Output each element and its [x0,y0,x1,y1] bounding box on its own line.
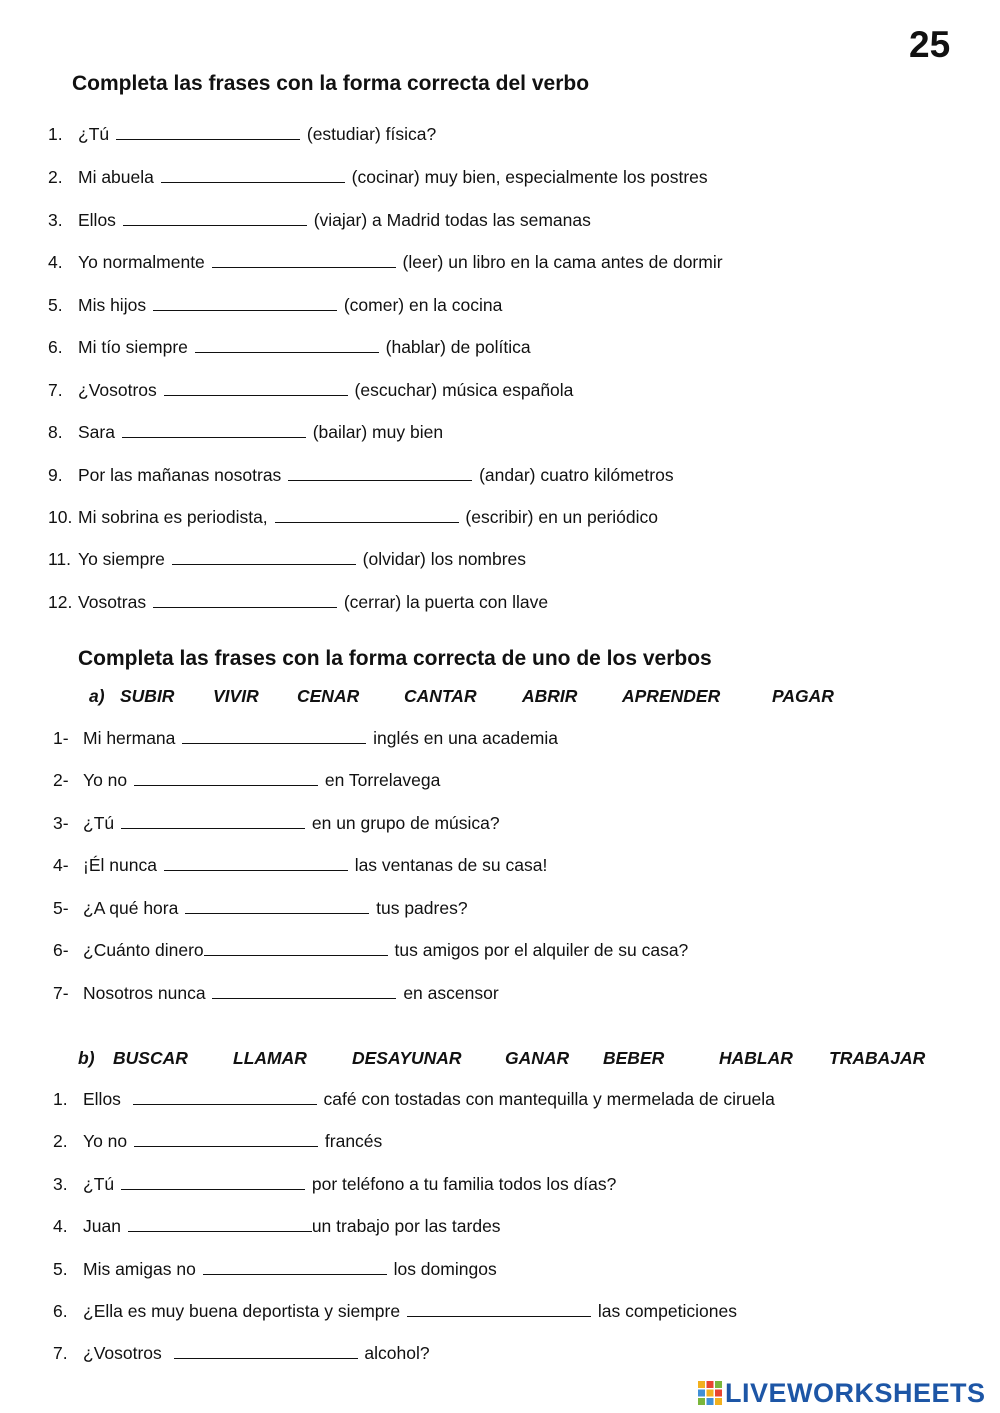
word-bank-word: HABLAR [719,1048,793,1068]
answer-blank[interactable] [133,1103,317,1105]
word-bank-word: CANTAR [404,686,477,706]
answer-blank[interactable] [122,436,306,438]
exercise-line: 7. ¿Vosotros alcohol? [53,1343,430,1363]
word-bank-word: LLAMAR [233,1048,307,1068]
exercise-line: 2- Yo no en Torrelavega [53,770,441,790]
exercise-line: 8. Sara (bailar) muy bien [48,422,444,442]
exercise-line: 6. ¿Ella es muy buena deportista y siempre las competiciones [53,1301,737,1321]
answer-blank[interactable] [164,394,348,396]
word-bank-label: a) [89,686,105,706]
answer-blank[interactable] [195,351,379,353]
exercise-line: 1- Mi hermana inglés en una academia [53,728,559,748]
word-bank-word: BUSCAR [113,1048,188,1068]
word-bank-word: GANAR [505,1048,570,1068]
logo-text: LIVEWORKSHEETS [725,1377,986,1408]
answer-blank[interactable] [172,563,356,565]
word-bank-word: DESAYUNAR [352,1048,462,1068]
answer-blank[interactable] [212,266,396,268]
section1-title: Completa las frases con la forma correcta del verbo [72,72,590,95]
answer-blank[interactable] [185,912,369,914]
word-bank-word: PAGAR [772,686,834,706]
section2-title: Completa las frases con la forma correcta de uno de los verbos [78,647,712,670]
exercise-line: 6- ¿Cuánto dinero tus amigos por el alquiler de su casa? [53,940,689,960]
exercise-line: 4. Juan un trabajo por las tardes [53,1216,501,1236]
page-number: 25 [909,24,951,65]
exercise-line: 1. Ellos café con tostadas con mantequilla y mermelada de ciruela [53,1089,775,1109]
answer-blank[interactable] [407,1315,591,1317]
answer-blank[interactable] [134,1145,318,1147]
answer-blank[interactable] [161,181,345,183]
word-bank-b [0,1048,1000,1070]
exercise-line: 3. ¿Tú por teléfono a tu familia todos los días? [53,1174,617,1194]
answer-blank[interactable] [121,1188,305,1190]
liveworksheets-logo-icon [697,1380,723,1406]
exercise-line: 10. Mi sobrina es periodista, (escribir) en un periódico [48,507,659,527]
answer-blank[interactable] [164,869,348,871]
answer-blank[interactable] [121,827,305,829]
exercise-line: 11. Yo siempre (olvidar) los nombres [48,549,527,569]
exercise-line: 3. Ellos (viajar) a Madrid todas las semanas [48,210,591,230]
answer-blank[interactable] [116,138,300,140]
exercise-line: 6. Mi tío siempre (hablar) de política [48,337,531,357]
word-bank-word: CENAR [297,686,360,706]
exercise-line: 3- ¿Tú en un grupo de música? [53,813,500,833]
answer-blank[interactable] [153,309,337,311]
answer-blank[interactable] [288,479,472,481]
answer-blank[interactable] [275,521,459,523]
exercise-line: 7- Nosotros nunca en ascensor [53,983,499,1003]
liveworksheets-logo [697,1378,986,1408]
exercise-line: 4. Yo normalmente (leer) un libro en la cama antes de dormir [48,252,723,272]
answer-blank[interactable] [182,742,366,744]
word-bank-word: SUBIR [120,686,175,706]
answer-blank[interactable] [212,997,396,999]
exercise-line: 5. Mis hijos (comer) en la cocina [48,295,503,315]
word-bank-label: b) [78,1048,95,1068]
word-bank-word: TRABAJAR [829,1048,926,1068]
word-bank-word: APRENDER [622,686,721,706]
exercise-line: 9. Por las mañanas nosotras (andar) cuatro kilómetros [48,465,674,485]
exercise-line: 1. ¿Tú (estudiar) física? [48,124,437,144]
word-bank-word: ABRIR [522,686,578,706]
exercise-line: 4- ¡Él nunca las ventanas de su casa! [53,855,548,875]
answer-blank[interactable] [128,1230,312,1232]
word-bank-word: BEBER [603,1048,665,1068]
word-bank-a [0,686,1000,708]
answer-blank[interactable] [123,224,307,226]
exercise-line: 5. Mis amigas no los domingos [53,1259,497,1279]
exercise-line: 2. Yo no francés [53,1131,383,1151]
answer-blank[interactable] [203,1273,387,1275]
answer-blank[interactable] [153,606,337,608]
exercise-line: 12. Vosotras (cerrar) la puerta con llave [48,592,549,612]
exercise-line: 5- ¿A qué hora tus padres? [53,898,468,918]
answer-blank[interactable] [204,954,388,956]
answer-blank[interactable] [174,1357,358,1359]
word-bank-word: VIVIR [213,686,259,706]
exercise-line: 2. Mi abuela (cocinar) muy bien, especialmente los postres [48,167,708,187]
exercise-line: 7. ¿Vosotros (escuchar) música española [48,380,574,400]
answer-blank[interactable] [134,784,318,786]
